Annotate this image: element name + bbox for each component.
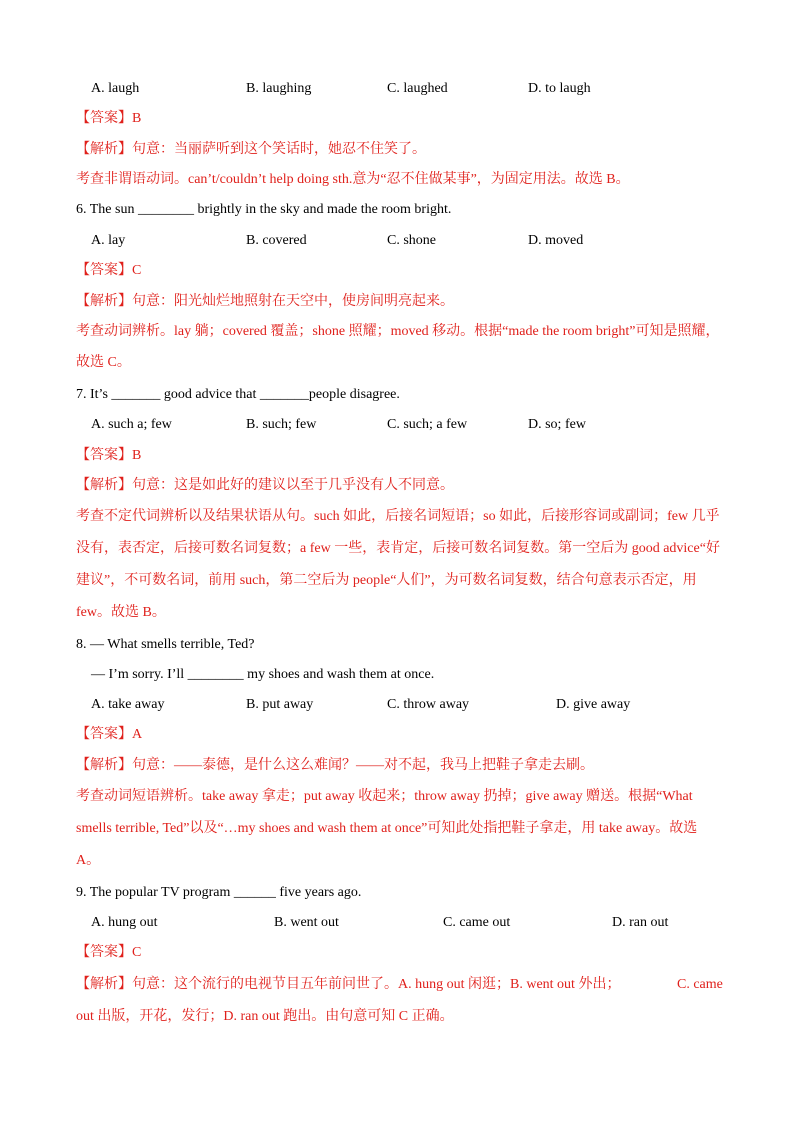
q8-answer: 【答案】A: [76, 727, 143, 742]
q5-option-b: B. laughing: [246, 81, 312, 96]
q8-analysis-line-4: A。: [76, 853, 101, 868]
q6-option-a: A. lay: [91, 233, 126, 248]
q7-analysis-line-2: 考查不定代词辨析以及结果状语从句。such 如此，后接名词短语；so 如此，后接形容词或副词；few 几乎: [76, 509, 720, 524]
q7-analysis-line-3: 没有，表否定，后接可数名词复数；a few 一些，表肯定，后接可数名词复数。第一空后为 good advice“好: [76, 541, 720, 556]
q8-analysis-line-2: 考查动词短语辨析。take away 拿走；put away 收起来；throw away 扔掉；give away 赠送。根据“What: [76, 789, 693, 804]
q6-analysis-line-3: 故选 C。: [76, 355, 131, 370]
q7-option-a: A. such a; few: [91, 417, 172, 432]
q5-option-c: C. laughed: [387, 81, 448, 96]
q6-analysis-line-1: 【解析】句意：阳光灿烂地照射在天空中，使房间明亮起来。: [76, 294, 454, 309]
q9-analysis-line-1-tail: C. came: [677, 977, 723, 992]
q8-analysis-line-3: smells terrible, Ted”以及“…my shoes and wash them at once”可知此处指把鞋子拿走，用 take away。故选: [76, 821, 698, 836]
q9-analysis-line-2: out 出版，开花，发行；D. ran out 跑出。由句意可知 C 正确。: [76, 1009, 454, 1024]
q5-analysis-line-2: 考查非谓语动词。can’t/couldn’t help doing sth.意为“忍不住做某事”，为固定用法。故选 B。: [76, 172, 630, 187]
q6-option-c: C. shone: [387, 233, 436, 248]
q7-analysis-line-4: 建议”，不可数名词，前用 such，第二空后为 people“人们”，为可数名词复数，结合句意表示否定，用: [76, 573, 697, 588]
q8-analysis-line-1: 【解析】句意：——泰德，是什么这么难闻？——对不起，我马上把鞋子拿走去刷。: [76, 758, 594, 773]
q9-option-d: D. ran out: [612, 915, 669, 930]
q7-answer: 【答案】B: [76, 448, 142, 463]
q9-answer: 【答案】C: [76, 945, 142, 960]
q5-option-a: A. laugh: [91, 81, 140, 96]
q5-analysis-line-1: 【解析】句意：当丽萨听到这个笑话时，她忍不住笑了。: [76, 142, 426, 157]
q7-stem: 7. It’s _______ good advice that _______people disagree.: [76, 387, 400, 402]
q9-analysis-line-1: 【解析】句意：这个流行的电视节目五年前问世了。A. hung out 闲逛；B. went out 外出；: [76, 977, 621, 992]
q8-option-d: D. give away: [556, 697, 631, 712]
q6-stem: 6. The sun ________ brightly in the sky and made the room bright.: [76, 202, 452, 217]
q8-stem-line-2: — I’m sorry. I’ll ________ my shoes and wash them at once.: [91, 667, 435, 682]
q7-option-b: B. such; few: [246, 417, 317, 432]
q7-option-c: C. such; a few: [387, 417, 468, 432]
q7-analysis-line-5: few。故选 B。: [76, 605, 166, 620]
q8-stem-line-1: 8. — What smells terrible, Ted?: [76, 637, 255, 652]
q7-analysis-line-1: 【解析】句意：这是如此好的建议以至于几乎没有人不同意。: [76, 478, 454, 493]
q9-option-b: B. went out: [274, 915, 339, 930]
q8-option-a: A. take away: [91, 697, 165, 712]
q9-stem: 9. The popular TV program ______ five years ago.: [76, 885, 362, 900]
q6-option-b: B. covered: [246, 233, 307, 248]
q9-option-a: A. hung out: [91, 915, 158, 930]
q8-option-c: C. throw away: [387, 697, 470, 712]
q7-option-d: D. so; few: [528, 417, 586, 432]
q6-answer: 【答案】C: [76, 263, 142, 278]
q9-option-c: C. came out: [443, 915, 511, 930]
q8-option-b: B. put away: [246, 697, 314, 712]
q6-option-d: D. moved: [528, 233, 584, 248]
q5-answer: 【答案】B: [76, 111, 142, 126]
q6-analysis-line-2: 考查动词辨析。lay 躺；covered 覆盖；shone 照耀；moved 移动。根据“made the room bright”可知是照耀，: [76, 324, 720, 339]
q5-option-d: D. to laugh: [528, 81, 591, 96]
